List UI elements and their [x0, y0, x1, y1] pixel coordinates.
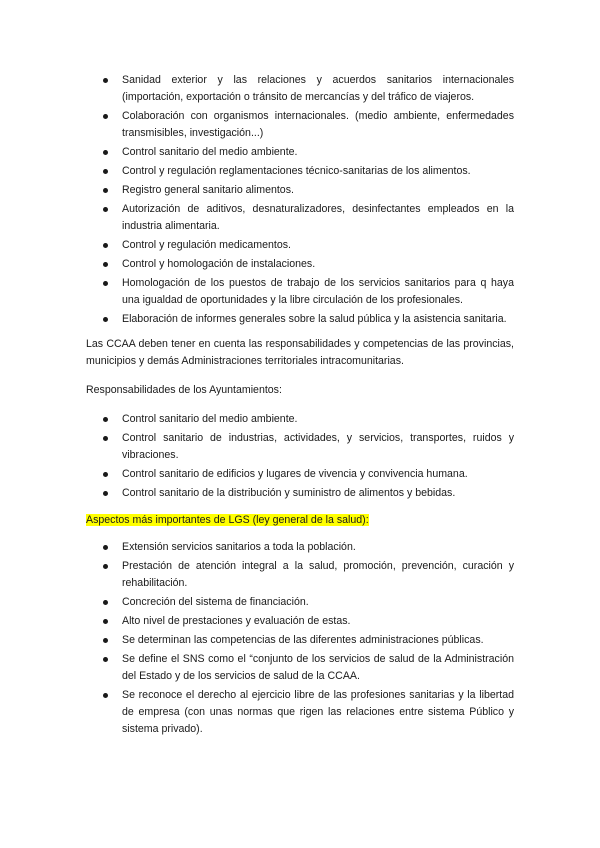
- ayuntamientos-heading: Responsabilidades de los Ayuntamientos:: [86, 384, 282, 396]
- list-item: Control sanitario del medio ambiente.: [122, 144, 514, 161]
- list-item: Concreción del sistema de financiación.: [122, 594, 514, 611]
- list-item: Control sanitario del medio ambiente.: [122, 411, 514, 428]
- list-item: Se define el SNS como el “conjunto de los servicios de salud de la Administración del Estado y de los servicios de salud de la CCAA.: [122, 651, 514, 685]
- list-item: Control sanitario de edificios y lugares de vivencia y convivencia humana.: [122, 466, 514, 483]
- list-item: Control y homologación de instalaciones.: [122, 256, 514, 273]
- ayuntamientos-list: [86, 411, 514, 502]
- list-item: Registro general sanitario alimentos.: [122, 182, 514, 199]
- list-item: Se reconoce el derecho al ejercicio libre de las profesiones sanitarias y la libertad de empresa (con unas normas que rigen las relaciones entre sistema Público y sistema privado).: [122, 687, 514, 738]
- list-item: Elaboración de informes generales sobre la salud pública y la asistencia sanitaria.: [122, 311, 514, 328]
- list-item: Homologación de los puestos de trabajo de los servicios sanitarios para q haya una igualdad de oportunidades y la libre circulación de los profesionales.: [122, 275, 514, 309]
- list-item: Autorización de aditivos, desnaturalizadores, desinfectantes empleados en la industria alimentaria.: [122, 201, 514, 235]
- list-item: Control sanitario de la distribución y suministro de alimentos y bebidas.: [122, 485, 514, 502]
- lgs-heading: [86, 512, 514, 529]
- list-item: Control sanitario de industrias, actividades, y servicios, transportes, ruidos y vibraciones.: [122, 430, 514, 464]
- lgs-heading-highlight: Aspectos más importantes de LGS (ley general de la salud):: [86, 514, 369, 526]
- list-item: Se determinan las competencias de las diferentes administraciones públicas.: [122, 632, 514, 649]
- list-item: Control y regulación medicamentos.: [122, 237, 514, 254]
- list-item: Extensión servicios sanitarios a toda la población.: [122, 539, 514, 556]
- list-item: Alto nivel de prestaciones y evaluación de estas.: [122, 613, 514, 630]
- list-item: Control y regulación reglamentaciones técnico-sanitarias de los alimentos.: [122, 163, 514, 180]
- lgs-aspects-list: [86, 539, 514, 738]
- list-item: Colaboración con organismos internacionales. (medio ambiente, enfermedades transmisibles, investigación...): [122, 108, 514, 142]
- list-item: Prestación de atención integral a la salud, promoción, prevención, curación y rehabilitación.: [122, 558, 514, 592]
- state-competencies-list: [86, 72, 514, 328]
- list-item: Sanidad exterior y las relaciones y acuerdos sanitarios internacionales (importación, exportación o tránsito de mercancías y del tráfico de viajeros.: [122, 72, 514, 106]
- ccaa-paragraph: Las CCAA deben tener en cuenta las responsabilidades y competencias de las provincias, municipios y demás Administraciones territoriales intracomunitarias.: [86, 338, 514, 367]
